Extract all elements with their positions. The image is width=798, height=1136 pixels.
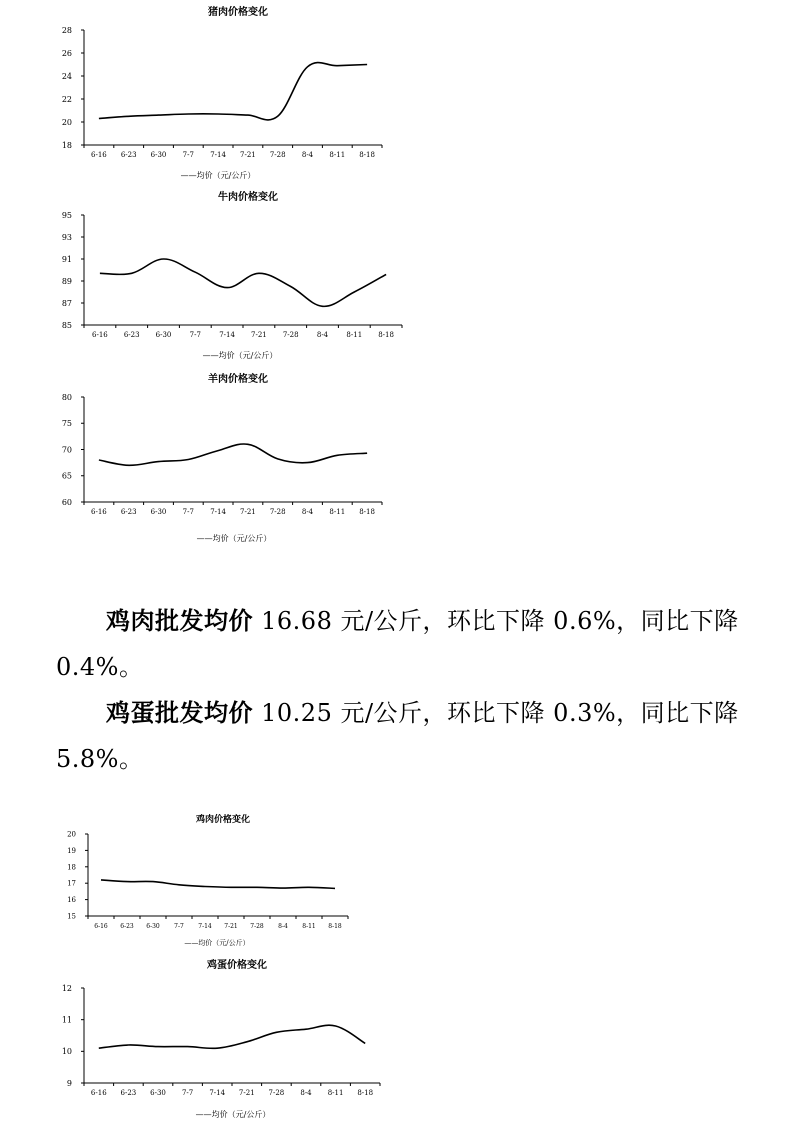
y-tick-label: 22: [61, 94, 72, 104]
x-tick-label: 6-16: [91, 151, 107, 159]
x-tick-label: 7-14: [210, 151, 226, 159]
x-tick-label: 6-16: [90, 1089, 107, 1097]
y-tick-label: 95: [61, 210, 72, 220]
y-tick-label: 20: [67, 830, 76, 839]
y-tick-label: 10: [61, 1047, 72, 1057]
y-tick-label: 93: [61, 232, 72, 242]
y-tick-label: 18: [61, 140, 72, 150]
y-tick-label: 19: [67, 846, 76, 855]
x-tick-label: 8-4: [301, 508, 314, 516]
x-tick-label: 6-16: [94, 923, 108, 930]
chart-title: 牛肉价格变化: [218, 192, 278, 203]
y-tick-label: 11: [61, 1015, 72, 1025]
x-tick-label: 7-21: [240, 151, 256, 159]
chart-title: 鸡蛋价格变化: [207, 960, 267, 971]
y-tick-label: 60: [61, 497, 72, 507]
x-tick-label: 6-30: [150, 151, 167, 159]
y-tick-label: 17: [67, 879, 76, 888]
x-tick-label: 6-16: [91, 508, 107, 516]
x-tick-label: 6-23: [120, 151, 137, 159]
x-tick-label: 7-7: [174, 923, 184, 930]
y-tick-label: 18: [67, 863, 76, 872]
x-tick-label: 6-30: [155, 331, 172, 339]
egg-price-text: 10.25 元/公斤，环比下降 0.3%，同比下降 5.8%。: [56, 699, 739, 773]
x-tick-label: 7-28: [269, 508, 286, 516]
x-tick-label: 7-28: [269, 151, 286, 159]
x-tick-label: 7-21: [240, 508, 256, 516]
x-tick-label: 8-4: [316, 331, 329, 339]
chicken-price-text: 16.68 元/公斤，环比下降 0.6%，同比下降 0.4%。: [56, 607, 739, 681]
x-tick-label: 8-11: [329, 508, 346, 516]
x-tick-label: 6-30: [150, 508, 167, 516]
x-tick-label: 7-7: [189, 331, 201, 339]
x-tick-label: 8-18: [378, 331, 394, 339]
chart-title: 猪肉价格变化: [208, 7, 268, 18]
series-line: [99, 1025, 365, 1048]
y-tick-label: 85: [61, 320, 72, 330]
x-tick-label: 6-23: [120, 508, 137, 516]
y-tick-label: 80: [61, 392, 72, 402]
y-tick-label: 91: [61, 254, 72, 264]
x-tick-label: 8-4: [301, 151, 314, 159]
x-tick-label: 8-11: [329, 151, 346, 159]
chicken-price-heading: 鸡肉批发均价: [106, 606, 253, 635]
legend-entry: ——均价（元/公斤）: [196, 534, 272, 543]
y-tick-label: 70: [61, 445, 72, 455]
x-tick-label: 6-16: [92, 331, 108, 339]
x-tick-label: 7-14: [198, 923, 212, 930]
x-tick-label: 8-18: [328, 923, 342, 930]
x-tick-label: 6-30: [150, 1089, 166, 1097]
x-tick-label: 7-28: [250, 923, 264, 930]
x-tick-label: 7-21: [238, 1089, 255, 1097]
legend-entry: ——均价（元/公斤）: [202, 351, 278, 360]
legend-entry: ——均价（元/公斤）: [195, 1110, 271, 1119]
y-tick-label: 89: [61, 276, 72, 286]
y-tick-label: 87: [61, 298, 72, 308]
x-tick-label: 8-4: [300, 1089, 312, 1097]
y-tick-label: 20: [61, 117, 72, 127]
chart-title: 鸡肉价格变化: [195, 815, 251, 825]
y-tick-label: 65: [61, 471, 72, 481]
x-tick-label: 6-30: [146, 923, 160, 930]
x-tick-label: 6-23: [120, 923, 134, 930]
x-tick-label: 8-11: [346, 331, 363, 339]
x-tick-label: 8-18: [359, 151, 375, 159]
x-tick-label: 8-11: [327, 1089, 344, 1097]
y-tick-label: 16: [67, 896, 76, 905]
x-tick-label: 7-28: [282, 331, 299, 339]
x-tick-label: 7-21: [224, 923, 238, 930]
x-tick-label: 7-14: [209, 1089, 226, 1097]
y-tick-label: 9: [66, 1078, 72, 1088]
x-tick-label: 7-28: [268, 1089, 285, 1097]
x-tick-label: 7-14: [210, 508, 226, 516]
y-tick-label: 15: [67, 912, 76, 921]
x-tick-label: 7-7: [181, 1089, 194, 1097]
egg-price-heading: 鸡蛋批发均价: [106, 698, 253, 727]
x-tick-label: 7-7: [182, 508, 194, 516]
y-tick-label: 28: [61, 25, 72, 35]
x-tick-label: 6-23: [120, 1089, 137, 1097]
legend-entry: ——均价（元/公斤）: [184, 939, 250, 947]
y-tick-label: 12: [61, 983, 72, 993]
x-tick-label: 6-23: [123, 331, 140, 339]
y-tick-label: 26: [61, 48, 72, 58]
x-tick-label: 7-7: [182, 151, 194, 159]
x-tick-label: 8-18: [359, 508, 375, 516]
x-tick-label: 8-18: [357, 1089, 374, 1097]
legend-entry: ——均价（元/公斤）: [180, 171, 256, 180]
x-tick-label: 8-4: [278, 923, 288, 930]
x-tick-label: 8-11: [302, 923, 316, 930]
x-tick-label: 7-14: [219, 331, 235, 339]
chart-title: 羊肉价格变化: [208, 374, 268, 385]
y-tick-label: 75: [61, 419, 72, 429]
x-tick-label: 7-21: [251, 331, 267, 339]
y-tick-label: 24: [61, 71, 72, 81]
